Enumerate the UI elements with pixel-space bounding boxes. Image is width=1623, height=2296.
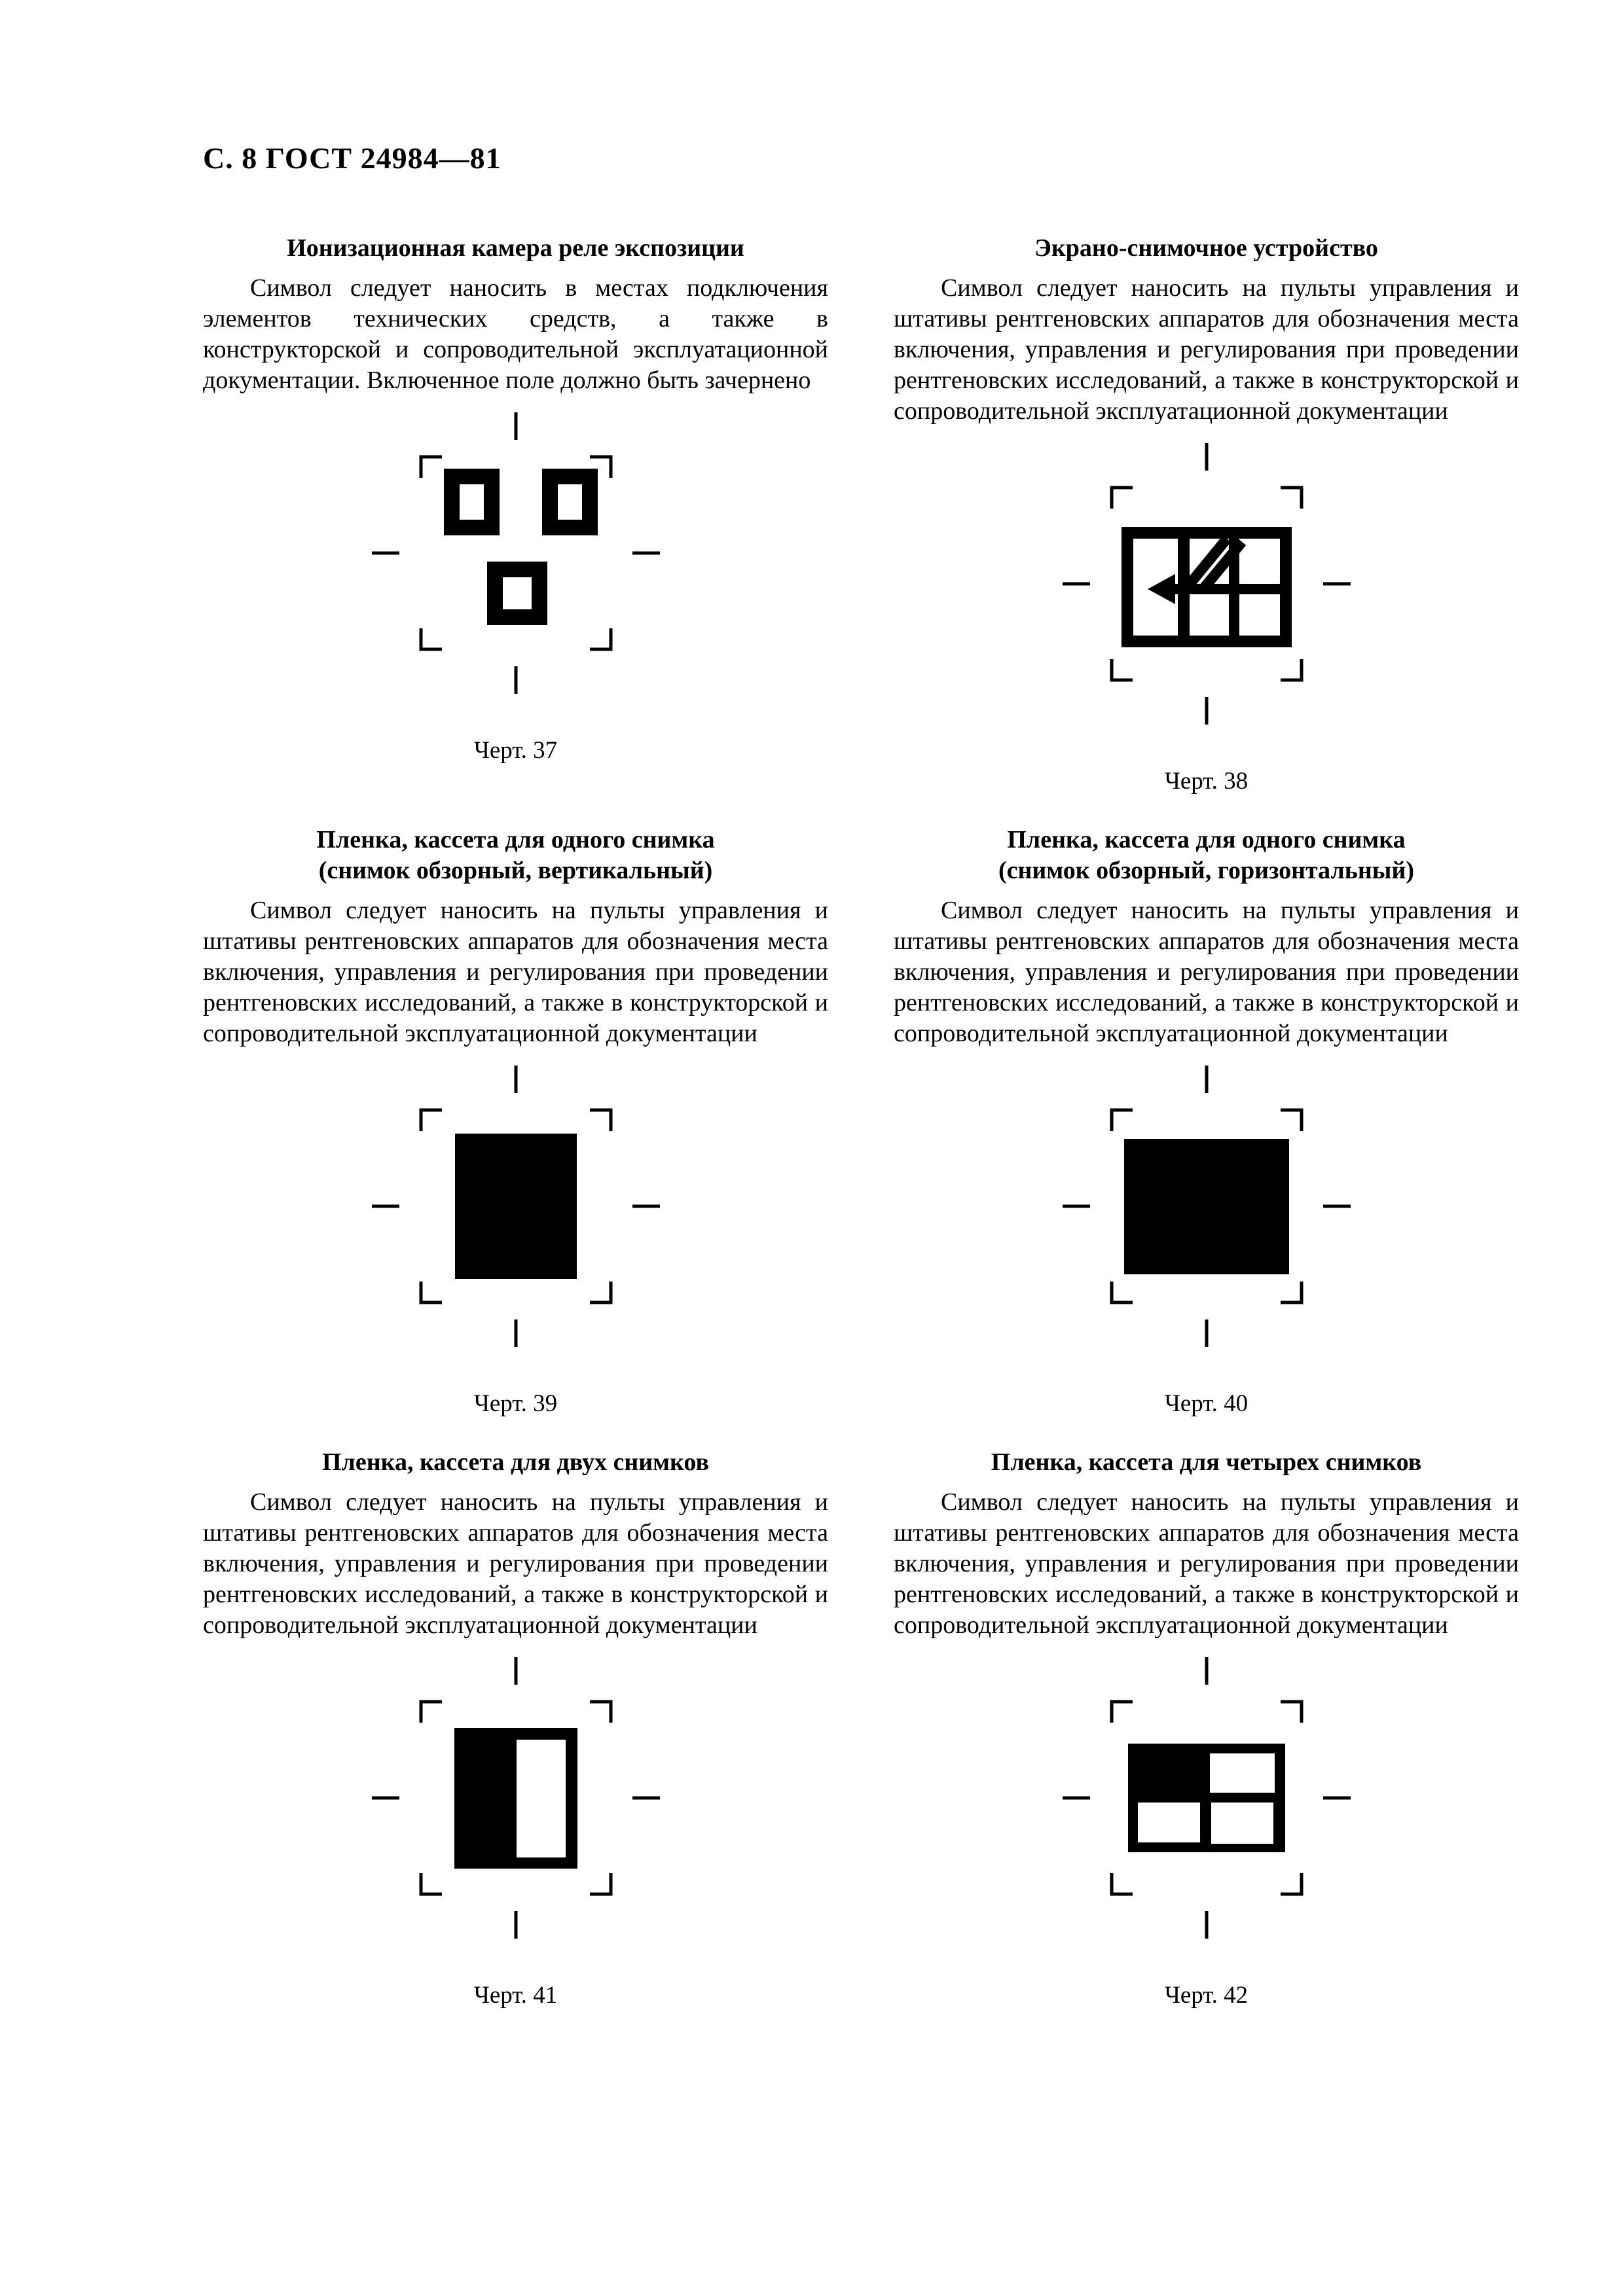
figure-caption: Черт. 42 — [1164, 1982, 1249, 2009]
film-cassette-single-vertical-symbol-icon — [352, 1066, 680, 1347]
section-body: Символ следует наносить на пульты управления и штативы рентгеновских аппаратов для обозначения места включения, управления и регулирования при проведении рентгеновских исследований, а также в конструкторской и сопроводительной эксплуатационной документации — [894, 1488, 1519, 1639]
section-title: Экрано-снимочное устройство — [1034, 234, 1378, 262]
figure-chert-42 — [894, 1657, 1519, 1942]
section-body: Символ следует наносить в местах подключения элементов технических средств, а также в конструкторской и сопроводительной эксплуатационной документации. Включенное поле должно быть зачернено — [203, 274, 828, 394]
section-body: Символ следует наносить на пульты управления и штативы рентгеновских аппаратов для обозначения места включения, управления и регулирования при проведении рентгеновских исследований, а также в конструкторской и сопроводительной эксплуатационной документации — [203, 897, 828, 1047]
section-body: Символ следует наносить на пульты управления и штативы рентгеновских аппаратов для обозначения места включения, управления и регулирования при проведении рентгеновских исследований, а также в конструкторской и сопроводительной эксплуатационной документации — [894, 274, 1519, 425]
figure-chert-40 — [894, 1066, 1519, 1350]
section-title: Ионизационная камера реле экспозиции — [287, 234, 744, 262]
section-chert-42 — [894, 1447, 1519, 2009]
figure-caption: Черт. 40 — [1164, 1390, 1249, 1417]
figure-chert-37 — [203, 412, 828, 697]
section-chert-37 — [203, 233, 828, 795]
symbol-glyph — [455, 1134, 577, 1279]
section-title: Пленка, кассета для двух снимков — [321, 1448, 710, 1476]
figure-caption: Черт. 37 — [473, 737, 558, 764]
ionization-chamber-three-squares-symbol-icon — [352, 412, 680, 694]
symbol-glyph — [1124, 1139, 1289, 1274]
section-body: Символ следует наносить на пульты управления и штативы рентгеновских аппаратов для обозначения места включения, управления и регулирования при проведении рентгеновских исследований, а также в конструкторской и сопроводительной эксплуатационной документации — [203, 1488, 828, 1639]
section-subtitle: (снимок обзорный, горизонтальный) — [998, 857, 1414, 884]
section-title: Пленка, кассета для одного снимка — [1007, 826, 1406, 853]
film-cassette-single-horizontal-symbol-icon — [1043, 1066, 1370, 1347]
section-chert-40 — [894, 825, 1519, 1418]
film-cassette-two-images-symbol-icon — [352, 1657, 680, 1939]
figure-caption: Черт. 41 — [473, 1982, 558, 2009]
section-title: Пленка, кассета для одного снимка — [316, 826, 715, 853]
screen-image-device-symbol-icon — [1043, 443, 1370, 725]
page-header: С. 8 ГОСТ 24984—81 — [203, 141, 501, 175]
figure-caption: Черт. 39 — [473, 1390, 558, 1417]
registration-marks — [372, 412, 660, 694]
section-body: Символ следует наносить на пульты управления и штативы рентгеновских аппаратов для обозначения места включения, управления и регулирования при проведении рентгеновских исследований, а также в конструкторской и сопроводительной эксплуатационной документации — [894, 897, 1519, 1047]
section-title: Пленка, кассета для четырех снимков — [991, 1448, 1422, 1476]
figure-chert-39 — [203, 1066, 828, 1350]
symbol-glyph — [1122, 527, 1292, 647]
section-chert-39 — [203, 825, 828, 1418]
figure-caption: Черт. 38 — [1164, 768, 1249, 795]
sections-grid — [203, 233, 1525, 2009]
section-chert-41 — [203, 1447, 828, 2009]
figure-chert-38 — [894, 443, 1519, 728]
section-subtitle: (снимок обзорный, вертикальный) — [318, 857, 713, 884]
symbol-glyph — [454, 1728, 577, 1869]
section-chert-38 — [894, 233, 1519, 795]
film-cassette-four-images-symbol-icon — [1043, 1657, 1370, 1939]
symbol-glyph — [1128, 1744, 1285, 1852]
figure-chert-41 — [203, 1657, 828, 1942]
